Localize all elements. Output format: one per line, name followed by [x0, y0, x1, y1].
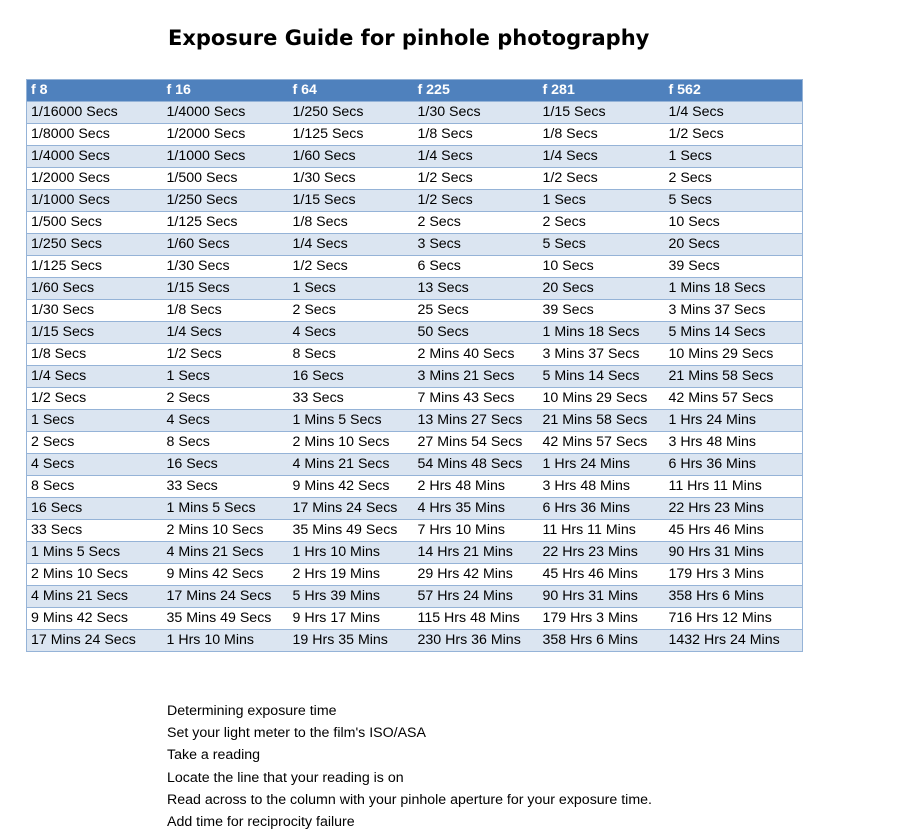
table-row	[27, 278, 803, 300]
table-cell: 2 Secs	[163, 388, 289, 410]
table-row	[27, 212, 803, 234]
table-cell: 1/1000 Secs	[27, 190, 163, 212]
table-row	[27, 454, 803, 476]
table-row	[27, 190, 803, 212]
table-cell: 57 Hrs 24 Mins	[414, 586, 539, 608]
table-cell: 1/125 Secs	[163, 212, 289, 234]
table-cell: 1/125 Secs	[27, 256, 163, 278]
table-cell: 35 Mins 49 Secs	[163, 608, 289, 630]
table-cell: 2 Secs	[289, 300, 414, 322]
column-header: f 64	[289, 80, 414, 102]
table-cell: 115 Hrs 48 Mins	[414, 608, 539, 630]
page-title: Exposure Guide for pinhole photography	[168, 26, 650, 50]
table-cell: 2 Hrs 48 Mins	[414, 476, 539, 498]
table-cell: 1 Mins 18 Secs	[539, 322, 665, 344]
table-cell: 1 Hrs 10 Mins	[289, 542, 414, 564]
table-cell: 4 Secs	[27, 454, 163, 476]
table-cell: 1/2000 Secs	[27, 168, 163, 190]
table-cell: 1/500 Secs	[27, 212, 163, 234]
table-cell: 42 Mins 57 Secs	[665, 388, 803, 410]
table-cell: 1/30 Secs	[27, 300, 163, 322]
table-cell: 1/2 Secs	[414, 168, 539, 190]
table-cell: 1/4000 Secs	[163, 102, 289, 124]
table-row	[27, 630, 803, 652]
instruction-line: Locate the line that your reading is on	[167, 769, 404, 786]
table-row	[27, 586, 803, 608]
table-cell: 2 Secs	[414, 212, 539, 234]
table-cell: 1/8 Secs	[163, 300, 289, 322]
table-cell: 33 Secs	[163, 476, 289, 498]
table-cell: 1/250 Secs	[163, 190, 289, 212]
table-row	[27, 102, 803, 124]
table-cell: 1/2 Secs	[539, 168, 665, 190]
table-cell: 39 Secs	[665, 256, 803, 278]
table-cell: 11 Hrs 11 Mins	[539, 520, 665, 542]
table-cell: 16 Secs	[27, 498, 163, 520]
table-cell: 2 Hrs 19 Mins	[289, 564, 414, 586]
table-cell: 29 Hrs 42 Mins	[414, 564, 539, 586]
table-cell: 22 Hrs 23 Mins	[665, 498, 803, 520]
table-row	[27, 256, 803, 278]
table-cell: 1/125 Secs	[289, 124, 414, 146]
table-cell: 3 Secs	[414, 234, 539, 256]
table-cell: 1 Mins 5 Secs	[289, 410, 414, 432]
table-cell: 54 Mins 48 Secs	[414, 454, 539, 476]
table-cell: 230 Hrs 36 Mins	[414, 630, 539, 652]
table-cell: 4 Mins 21 Secs	[289, 454, 414, 476]
table-cell: 50 Secs	[414, 322, 539, 344]
table-cell: 179 Hrs 3 Mins	[539, 608, 665, 630]
table-cell: 10 Mins 29 Secs	[665, 344, 803, 366]
table-cell: 45 Hrs 46 Mins	[665, 520, 803, 542]
instruction-line: Determining exposure time	[167, 703, 337, 719]
table-cell: 2 Mins 10 Secs	[289, 432, 414, 454]
table-cell: 2 Mins 40 Secs	[414, 344, 539, 366]
table-cell: 27 Mins 54 Secs	[414, 432, 539, 454]
table-cell: 3 Mins 37 Secs	[539, 344, 665, 366]
table-cell: 1/4 Secs	[665, 102, 803, 124]
table-header-row	[27, 80, 803, 102]
table-cell: 1 Hrs 10 Mins	[163, 630, 289, 652]
table-cell: 90 Hrs 31 Mins	[665, 542, 803, 564]
table-cell: 1/4000 Secs	[27, 146, 163, 168]
table-cell: 10 Mins 29 Secs	[539, 388, 665, 410]
table-cell: 2 Secs	[665, 168, 803, 190]
table-cell: 7 Mins 43 Secs	[414, 388, 539, 410]
table-cell: 5 Mins 14 Secs	[665, 322, 803, 344]
table-cell: 17 Mins 24 Secs	[163, 586, 289, 608]
exposure-table	[26, 79, 803, 652]
table-cell: 179 Hrs 3 Mins	[665, 564, 803, 586]
table-cell: 1/2 Secs	[414, 190, 539, 212]
table-cell: 33 Secs	[289, 388, 414, 410]
table-cell: 1 Secs	[27, 410, 163, 432]
table-cell: 358 Hrs 6 Mins	[539, 630, 665, 652]
table-cell: 10 Secs	[665, 212, 803, 234]
table-cell: 4 Mins 21 Secs	[163, 542, 289, 564]
table-row	[27, 410, 803, 432]
table-cell: 8 Secs	[27, 476, 163, 498]
table-row	[27, 234, 803, 256]
table-cell: 4 Mins 21 Secs	[27, 586, 163, 608]
table-cell: 6 Hrs 36 Mins	[665, 454, 803, 476]
table-cell: 33 Secs	[27, 520, 163, 542]
table-cell: 1/250 Secs	[289, 102, 414, 124]
table-cell: 1/2000 Secs	[163, 124, 289, 146]
table-cell: 1432 Hrs 24 Mins	[665, 630, 803, 652]
table-row	[27, 300, 803, 322]
table-cell: 1/4 Secs	[27, 366, 163, 388]
table-cell: 21 Mins 58 Secs	[665, 366, 803, 388]
table-cell: 17 Mins 24 Secs	[289, 498, 414, 520]
table-cell: 35 Mins 49 Secs	[289, 520, 414, 542]
table-cell: 10 Secs	[539, 256, 665, 278]
table-cell: 358 Hrs 6 Mins	[665, 586, 803, 608]
table-cell: 1/15 Secs	[163, 278, 289, 300]
table-cell: 1/30 Secs	[289, 168, 414, 190]
table-cell: 1/8000 Secs	[27, 124, 163, 146]
table-cell: 5 Mins 14 Secs	[539, 366, 665, 388]
table-cell: 4 Secs	[163, 410, 289, 432]
table-row	[27, 476, 803, 498]
table-cell: 1/15 Secs	[27, 322, 163, 344]
table-cell: 716 Hrs 12 Mins	[665, 608, 803, 630]
table-cell: 1 Hrs 24 Mins	[539, 454, 665, 476]
column-header: f 281	[539, 80, 665, 102]
table-cell: 1/4 Secs	[414, 146, 539, 168]
table-cell: 2 Secs	[27, 432, 163, 454]
table-cell: 4 Hrs 35 Mins	[414, 498, 539, 520]
table-cell: 2 Mins 10 Secs	[27, 564, 163, 586]
table-row	[27, 608, 803, 630]
table-cell: 1/15 Secs	[539, 102, 665, 124]
table-cell: 1/2 Secs	[665, 124, 803, 146]
table-cell: 1/2 Secs	[163, 344, 289, 366]
table-row	[27, 388, 803, 410]
table-cell: 13 Mins 27 Secs	[414, 410, 539, 432]
table-cell: 11 Hrs 11 Mins	[665, 476, 803, 498]
instruction-line: Add time for reciprocity failure	[167, 814, 355, 831]
table-cell: 20 Secs	[665, 234, 803, 256]
table-cell: 1/8 Secs	[27, 344, 163, 366]
table-cell: 90 Hrs 31 Mins	[539, 586, 665, 608]
table-cell: 1 Mins 18 Secs	[665, 278, 803, 300]
table-row	[27, 146, 803, 168]
table-row	[27, 322, 803, 344]
table-cell: 17 Mins 24 Secs	[27, 630, 163, 652]
instruction-line: Take a reading	[167, 747, 261, 764]
table-row	[27, 124, 803, 146]
table-cell: 5 Secs	[665, 190, 803, 212]
table-row	[27, 520, 803, 542]
table-row	[27, 498, 803, 520]
table-cell: 9 Hrs 17 Mins	[289, 608, 414, 630]
table-cell: 1/8 Secs	[289, 212, 414, 234]
table-cell: 1/15 Secs	[289, 190, 414, 212]
table-cell: 1/4 Secs	[539, 146, 665, 168]
table-row	[27, 168, 803, 190]
table-cell: 2 Mins 10 Secs	[163, 520, 289, 542]
table-cell: 1/8 Secs	[539, 124, 665, 146]
table-cell: 5 Secs	[539, 234, 665, 256]
table-cell: 42 Mins 57 Secs	[539, 432, 665, 454]
table-cell: 1 Secs	[289, 278, 414, 300]
instructions	[167, 700, 652, 833]
instruction-line: Set your light meter to the film's ISO/ASA	[167, 725, 426, 742]
table-row	[27, 344, 803, 366]
table-cell: 1/60 Secs	[289, 146, 414, 168]
table-cell: 6 Secs	[414, 256, 539, 278]
column-header: f 225	[414, 80, 539, 102]
table-cell: 1/4 Secs	[289, 234, 414, 256]
table-cell: 1 Secs	[163, 366, 289, 388]
table-cell: 20 Secs	[539, 278, 665, 300]
table-cell: 1 Secs	[539, 190, 665, 212]
table-row	[27, 432, 803, 454]
table-cell: 22 Hrs 23 Mins	[539, 542, 665, 564]
table-cell: 1/4 Secs	[163, 322, 289, 344]
table-cell: 1/2 Secs	[289, 256, 414, 278]
table-cell: 1/30 Secs	[414, 102, 539, 124]
table-cell: 9 Mins 42 Secs	[289, 476, 414, 498]
table-cell: 13 Secs	[414, 278, 539, 300]
table-cell: 45 Hrs 46 Mins	[539, 564, 665, 586]
table-cell: 16 Secs	[289, 366, 414, 388]
table-cell: 25 Secs	[414, 300, 539, 322]
table-cell: 1/2 Secs	[27, 388, 163, 410]
table-cell: 5 Hrs 39 Mins	[289, 586, 414, 608]
table-cell: 3 Mins 21 Secs	[414, 366, 539, 388]
column-header: f 8	[27, 80, 163, 102]
table-cell: 8 Secs	[289, 344, 414, 366]
instruction-line: Read across to the column with your pinhole aperture for your exposure time.	[167, 791, 652, 808]
table-cell: 2 Secs	[539, 212, 665, 234]
table-cell: 1/250 Secs	[27, 234, 163, 256]
table-cell: 6 Hrs 36 Mins	[539, 498, 665, 520]
table-row	[27, 542, 803, 564]
table-row	[27, 366, 803, 388]
table-cell: 3 Hrs 48 Mins	[665, 432, 803, 454]
table-cell: 19 Hrs 35 Mins	[289, 630, 414, 652]
table-cell: 1/30 Secs	[163, 256, 289, 278]
table-cell: 3 Mins 37 Secs	[665, 300, 803, 322]
table-cell: 39 Secs	[539, 300, 665, 322]
table-cell: 21 Mins 58 Secs	[539, 410, 665, 432]
table-body	[27, 102, 803, 652]
column-header: f 562	[665, 80, 803, 102]
table-cell: 1 Secs	[665, 146, 803, 168]
table-cell: 1 Mins 5 Secs	[163, 498, 289, 520]
table-cell: 1 Hrs 24 Mins	[665, 410, 803, 432]
table-cell: 7 Hrs 10 Mins	[414, 520, 539, 542]
table-cell: 1/60 Secs	[27, 278, 163, 300]
table-cell: 9 Mins 42 Secs	[27, 608, 163, 630]
table-cell: 3 Hrs 48 Mins	[539, 476, 665, 498]
table-cell: 1/500 Secs	[163, 168, 289, 190]
table-cell: 9 Mins 42 Secs	[163, 564, 289, 586]
table-cell: 1/1000 Secs	[163, 146, 289, 168]
table-row	[27, 564, 803, 586]
table-cell: 1 Mins 5 Secs	[27, 542, 163, 564]
column-header: f 16	[163, 80, 289, 102]
table-cell: 1/60 Secs	[163, 234, 289, 256]
table-cell: 8 Secs	[163, 432, 289, 454]
table-cell: 14 Hrs 21 Mins	[414, 542, 539, 564]
table-cell: 1/8 Secs	[414, 124, 539, 146]
table-cell: 1/16000 Secs	[27, 102, 163, 124]
table-cell: 4 Secs	[289, 322, 414, 344]
table-cell: 16 Secs	[163, 454, 289, 476]
